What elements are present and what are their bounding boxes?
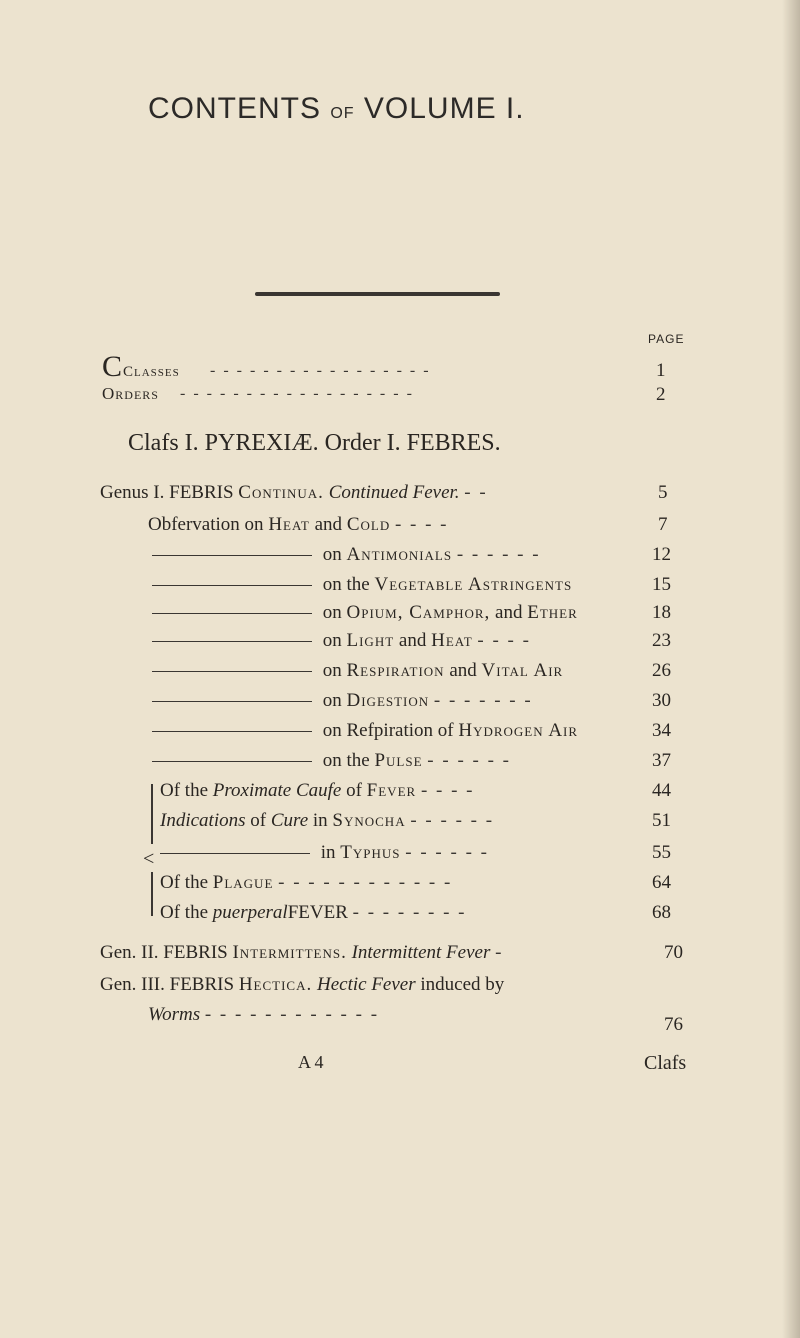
toc-entry-observation: on Respiration and Vital Air [152, 660, 563, 682]
entry-page: 70 [664, 942, 683, 963]
ditto-line [152, 731, 312, 732]
ditto-line [152, 585, 312, 586]
entry-label: Classes [123, 364, 180, 380]
ditto-line [152, 701, 312, 702]
page-column-label: PAGE [648, 332, 685, 346]
toc-entry-observation: on the Vegetable Astringents [152, 574, 572, 596]
ditto-line [152, 761, 312, 762]
entry-page: 18 [652, 602, 671, 623]
toc-entry-observation: on Refpiration of Hydrogen Air [152, 720, 578, 742]
contents-title [148, 92, 525, 126]
ditto-line [152, 671, 312, 672]
entry-page: 15 [652, 574, 671, 595]
entry-page: 51 [652, 810, 671, 831]
toc-entry-observation: on Light and Heat - - - - [152, 630, 531, 652]
brace-point: < [143, 848, 155, 870]
toc-entry-genus-2: Gen. II. FEBRIS Intermittens. Intermittent Fever - [100, 942, 504, 963]
toc-entry-observation: on Antimonials - - - - - - [152, 544, 541, 566]
ditto-line [160, 853, 310, 854]
toc-entry-observation: on the Pulse - - - - - - [152, 750, 511, 772]
toc-entry-brace: in Typhus - - - - - - [160, 842, 489, 864]
entry-page: 1 [656, 360, 666, 381]
page-edge-shadow [782, 0, 800, 1338]
entry-page: 55 [652, 842, 671, 863]
title-volume: VOLUME I. [363, 92, 525, 125]
catchword: Clafs [644, 1052, 687, 1074]
toc-entry-observation: Obfervation on Heat and Cold - - - - [148, 514, 449, 535]
toc-entry-genus-3-cont: Worms - - - - - - - - - - - - [148, 1004, 380, 1025]
entry-page: 23 [652, 630, 671, 651]
entry-page: 2 [656, 384, 666, 405]
entry-page: 26 [652, 660, 671, 681]
brace-upper [151, 784, 153, 844]
toc-entry-genus-3: Gen. III. FEBRIS Hectica. Hectic Fever induced by [100, 974, 505, 995]
entry-page: 5 [658, 482, 668, 503]
ditto-line [152, 613, 312, 614]
ditto-line [152, 555, 312, 556]
entry-page: 44 [652, 780, 671, 801]
toc-entry-orders: Orders [102, 384, 159, 403]
entry-page: 7 [658, 514, 668, 535]
entry-page: 76 [664, 1014, 683, 1035]
brace-lower [151, 872, 153, 916]
signature-mark: A 4 [298, 1052, 324, 1072]
title-main: CONTENTS [148, 92, 321, 125]
toc-entry-brace: Of the Proximate Caufe of Fever - - - - [160, 780, 475, 801]
entry-page: 12 [652, 544, 671, 565]
entry-page: 34 [652, 720, 671, 741]
toc-entry-brace: Indications of Cure in Synocha - - - - - - [160, 810, 495, 831]
toc-entry-observation: on Opium, Camphor, and Ether [152, 602, 578, 624]
entry-page: 37 [652, 750, 671, 771]
toc-entry-observation: on Digestion - - - - - - - [152, 690, 533, 712]
toc-entry-brace: Of the Plague - - - - - - - - - - - - [160, 872, 453, 893]
toc-entry-classes: CClasses [102, 350, 180, 383]
toc-entry-genus-1: Genus I. FEBRIS Continua. Continued Fever. - - [100, 482, 488, 503]
decorative-rule [255, 292, 500, 296]
entry-leader: - - - - - - - - - - - - - - - - - [210, 362, 431, 379]
title-of: OF [330, 105, 355, 122]
ditto-line [152, 641, 312, 642]
toc-entry-brace: Of the puerperalFEVER - - - - - - - - [160, 902, 467, 923]
class-heading: Clafs I. PYREXIÆ. Order I. FEBRES. [128, 430, 501, 456]
entry-page: 68 [652, 902, 671, 923]
entry-leader: - - - - - - - - - - - - - - - - - - [180, 385, 414, 402]
entry-page: 30 [652, 690, 671, 711]
entry-page: 64 [652, 872, 671, 893]
